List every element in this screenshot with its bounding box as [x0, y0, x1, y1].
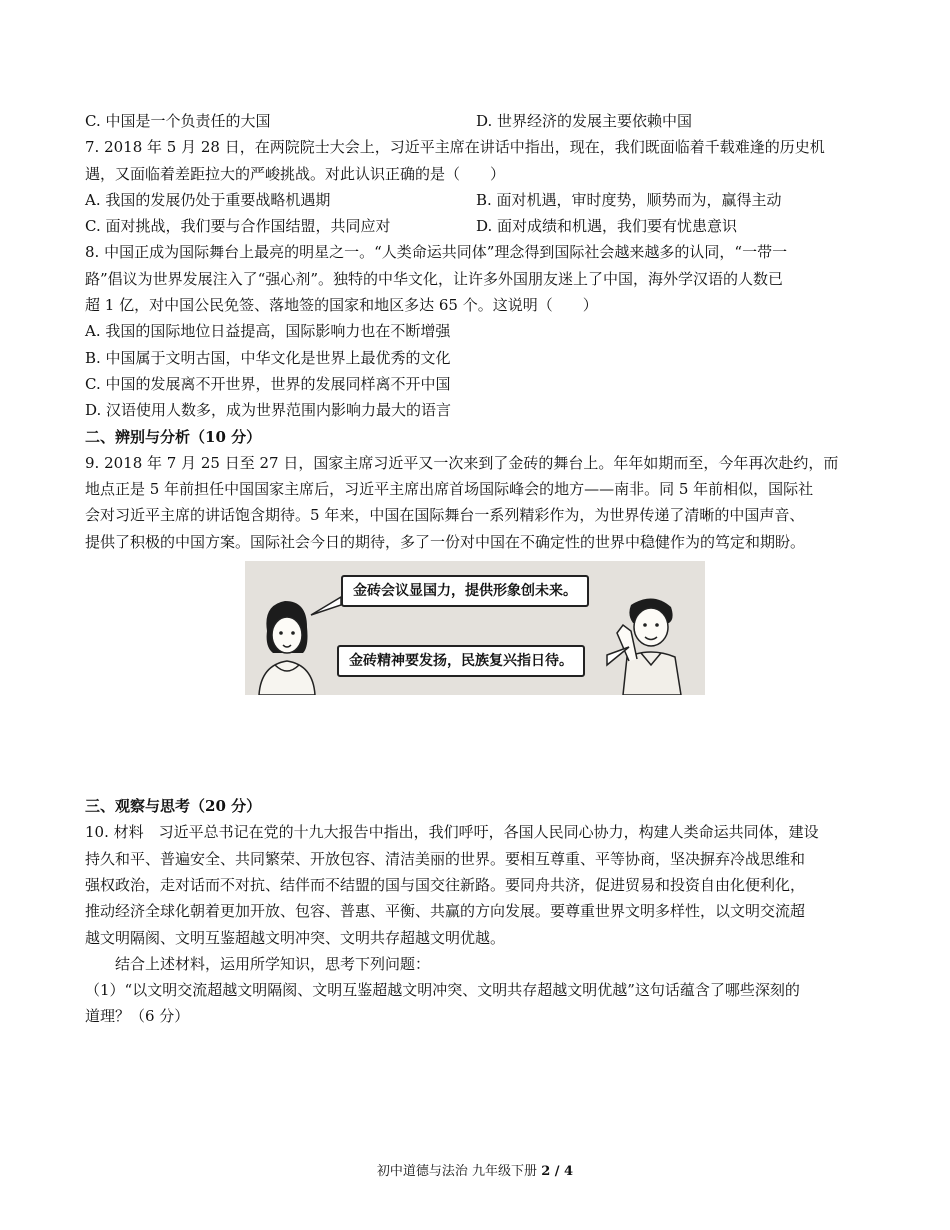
q7-options-row-1	[85, 187, 867, 213]
question-10	[85, 819, 867, 1029]
section-3-heading: 三、观察与思考（20 分）	[85, 797, 262, 816]
speech-bubble-boy: 金砖精神要发扬，民族复兴指日待。	[337, 645, 585, 677]
page-number: 2 / 4	[541, 1164, 574, 1179]
cartoon-illustration	[245, 561, 705, 695]
page-content	[85, 108, 867, 1030]
q10-line-5: 越文明隔阂、文明互鉴超越文明冲突、文明共存超越文明优越。	[85, 928, 506, 947]
question-9	[85, 450, 867, 555]
q8-option-a: A. 我国的国际地位日益提高，国际影响力也在不断增强	[85, 322, 451, 341]
boy-figure	[617, 599, 681, 696]
q10-line-4: 推动经济全球化朝着更加开放、包容、普惠、平衡、共赢的方向发展。要尊重世界文明多样性，以文明交流超	[85, 902, 806, 921]
q8-option-d: D. 汉语使用人数多，成为世界范围内影响力最大的语言	[85, 401, 452, 420]
q8-stem-line-2: 路”倡议为世界发展注入了“强心剂”。独特的中华文化，让许多外国朋友迷上了中国，海外学汉语的人数已	[85, 269, 784, 288]
girl-figure	[259, 601, 315, 695]
q9-line-1: 9. 2018 年 7 月 25 日至 27 日，国家主席习近平又一次来到了金砖的舞台上。年年如期而至，今年再次赴约，而	[85, 453, 839, 472]
section-2-heading: 二、辨别与分析（10 分）	[85, 427, 262, 446]
q7-option-b: B. 面对机遇，审时度势，顺势而为，赢得主动	[476, 190, 782, 209]
q8-option-c: C. 中国的发展离不开世界，世界的发展同样离不开中国	[85, 374, 451, 393]
question-7	[85, 134, 867, 239]
q9-line-2: 地点正是 5 年前担任中国国家主席后，习近平主席出席首场国际峰会的地方——南非。同 5 年前相似，国际社	[85, 480, 814, 499]
q7-stem-line-2: 遇，又面临着差距拉大的严峻挑战。对此认识正确的是（ ）	[85, 164, 506, 183]
q6-options-row	[85, 108, 867, 134]
q10-line-1: 10. 材料 习近平总书记在党的十九大报告中指出，我们呼吁，各国人民同心协力，构建人类命运共同体，建设	[85, 823, 819, 842]
q10-sub1-line-2: 道理？（6 分）	[85, 1007, 190, 1026]
q10-line-3: 强权政治，走对话而不对抗、结伴而不结盟的国与国交往新路。要同舟共济，促进贸易和投资自由化便利化，	[85, 875, 806, 894]
question-8	[85, 239, 867, 423]
page-footer	[0, 1160, 950, 1179]
q6-option-d: D. 世界经济的发展主要依赖中国	[476, 112, 693, 130]
q7-option-d: D. 面对成绩和机遇，我们要有忧患意识	[476, 217, 738, 236]
q10-instruction: 结合上述材料，运用所学知识，思考下列问题：	[115, 954, 431, 973]
speech-bubble-girl: 金砖会议显国力，提供形象创未来。	[341, 575, 589, 607]
answer-space	[85, 695, 867, 793]
q7-option-a: A. 我国的发展仍处于重要战略机遇期	[85, 190, 331, 209]
q7-stem-line-1: 7. 2018 年 5 月 28 日，在两院院士大会上，习近平主席在讲话中指出，现在，我们既面临着千载难逢的历史机	[85, 138, 825, 157]
q8-option-b: B. 中国属于文明古国，中华文化是世界上最优秀的文化	[85, 348, 451, 367]
q8-stem-line-3: 超 1 亿，对中国公民免签、落地签的国家和地区多达 65 个。这说明（ ）	[85, 296, 598, 315]
footer-subject: 初中道德与法治 九年级下册	[376, 1164, 538, 1179]
q10-sub1-line-1: （1）“以文明交流超越文明隔阂、文明互鉴超越文明冲突、文明共存超越文明优越”这句话蕴含了哪些深刻的	[85, 981, 800, 1000]
q6-option-c: C. 中国是一个负责任的大国	[85, 112, 271, 130]
q9-line-4: 提供了积极的中国方案。国际社会今日的期待，多了一份对中国在不确定性的世界中稳健作为的笃定和期盼。	[85, 532, 806, 551]
q8-stem-line-1: 8. 中国正成为国际舞台上最亮的明星之一。“人类命运共同体”理念得到国际社会越来越多的认同，“一带一	[85, 243, 788, 262]
q7-option-c: C. 面对挑战，我们要与合作国结盟，共同应对	[85, 217, 391, 236]
q9-line-3: 会对习近平主席的讲话饱含期待。5 年来，中国在国际舞台一系列精彩作为，为世界传递了清晰的中国声音、	[85, 506, 805, 525]
q10-line-2: 持久和平、普遍安全、共同繁荣、开放包容、清洁美丽的世界。要相互尊重、平等协商，坚决摒弃冷战思维和	[85, 849, 806, 868]
q7-options-row-2	[85, 213, 867, 239]
